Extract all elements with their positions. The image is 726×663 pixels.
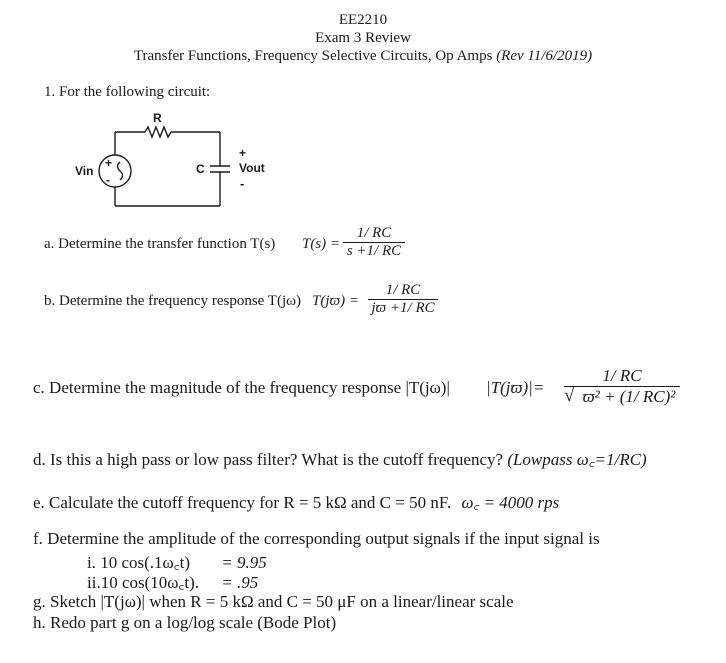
part-a-lhs: T(s) = [302,236,341,252]
exam-title: Exam 3 Review [315,30,411,46]
part-c-text: c. Determine the magnitude of the frequency response |T(jω)| [33,378,450,397]
part-f-item-ii [87,570,258,593]
vin-label: Vin [75,164,94,178]
part-e-answer: ω꜀ = 4000 rps [461,493,560,512]
vout-label: Vout [239,161,265,175]
part-f-item-i-answer: = 9.95 [221,553,267,572]
rc-circuit-diagram [60,108,290,220]
resistor-symbol [145,127,171,137]
part-a-denominator: s +1/ RC [346,243,402,259]
resistor-label: R [153,111,162,125]
course-title: EE2210 [338,12,388,28]
part-e-text: e. Calculate the cutoff frequency for R = 5 kΩ and C = 50 nF. [33,493,452,512]
ac-wave [118,162,123,180]
part-f-item-ii-label: ii.10 cos(10ω꜀t). [87,573,199,592]
part-a-numerator: 1/ RC [356,225,392,241]
subtitle [0,48,726,65]
part-b-text: b. Determine the frequency response T(jω) [44,293,301,309]
voltage-source-symbol [99,155,131,187]
part-f-item-ii-answer: = .95 [221,573,259,592]
capacitor-label: C [196,162,205,176]
part-b-fraction [368,282,438,317]
part-h-text: h. Redo part g on a log/log scale (Bode Plot) [33,613,337,632]
part-c-radicand: ϖ² + (1/ RC)² [582,387,676,406]
part-b-numerator: 1/ RC [385,282,421,298]
part-d-answer: (Lowpass ω꜀=1/RC) [507,450,647,469]
part-c-lhs: |T(jϖ)|= [486,378,545,397]
part-g-text: g. Sketch |T(jω)| when R = 5 kΩ and C = 50 μF on a linear/linear scale [33,592,514,611]
part-c-fraction [564,366,680,407]
part-f-item-i-label: i. 10 cos(.1ω꜀t) [87,553,191,572]
part-a-text: a. Determine the transfer function T(s) [44,236,276,252]
source-plus: + [105,156,113,170]
part-c-denominator [564,387,680,407]
part-a-fraction [343,225,405,260]
part-b-lhs: T(jϖ) = [312,293,359,309]
part-f-text: f. Determine the amplitude of the corresponding output signals if the input signal is [33,529,600,548]
part-d-text: d. Is this a high pass or low pass filter? What is the cutoff frequency? [33,450,504,469]
sqrt-symbol: √ [564,385,575,406]
part-e [33,490,559,513]
subtitle-text: Transfer Functions, Frequency Selective Circuits, Op Amps [133,48,493,64]
vout-plus: + [239,146,247,160]
source-minus: - [106,173,110,187]
question-1-prompt: 1. For the following circuit: [44,84,211,100]
vout-minus: - [240,176,245,191]
part-c-numerator: 1/ RC [602,366,642,385]
revision: (Rev 11/6/2019) [496,48,593,64]
part-d [33,447,647,470]
part-b-denominator: jϖ +1/ RC [371,300,435,316]
